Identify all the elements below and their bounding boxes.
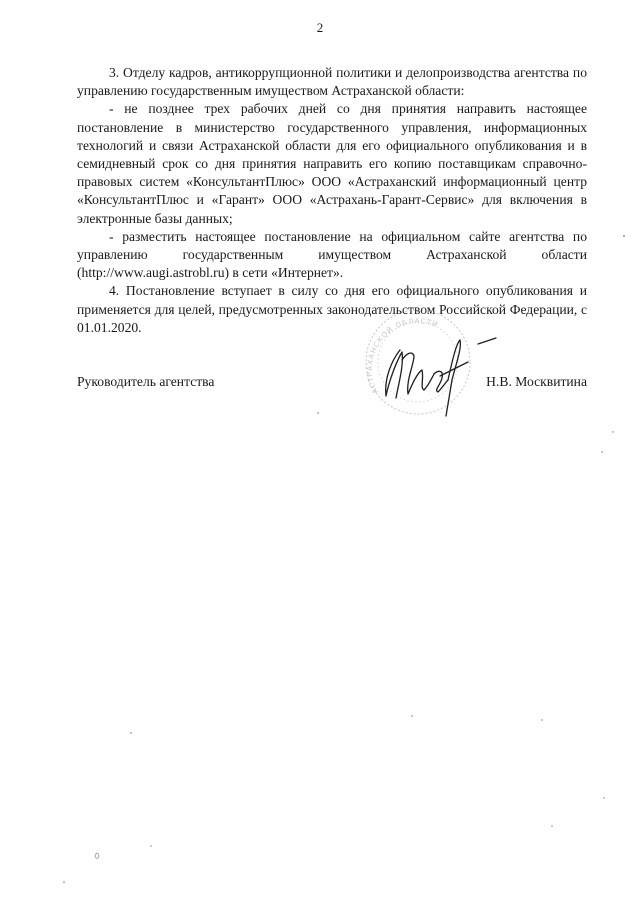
round-seal-icon <box>366 310 470 414</box>
signatory-title: Руководитель агентства <box>77 374 215 389</box>
signature-icon <box>386 338 496 416</box>
paragraph-item-4: 4. Постановление вступает в силу со дня его официального опубликования и применяется для целей, предусмотренных законодательством Российской Федерации, с 01.01.2020. <box>77 283 587 335</box>
seal-and-signature <box>338 300 498 420</box>
paragraph-subitem-publish: - разместить настоящее постановление на официальном сайте агентства по управлению государственным имуществом Астраханской области (http://www.augi.astrobl.ru) в сети «Интернет». <box>77 228 587 281</box>
paragraph-item-3: 3. Отделу кадров, антикоррупционной политики и делопроизводства агентства по управлению государственным имуществом Астраханской области: <box>77 65 587 99</box>
page-number: 2 <box>316 20 324 35</box>
seal-text: АСТРАХАНСКОЙ ОБЛАСТИ <box>365 317 440 395</box>
document-body <box>77 64 587 337</box>
paragraph-subitem-send: - не позднее трех рабочих дней со дня принятия направить настоящее постановление в министерство государственного управления, информационных технологий и связи Астраханской области для его официального опубликования и в семидневный срок со дня принятия направить его копию поставщикам справочно-правовых систем «КонсультантПлюс» ООО «Астраханский информационный центр «КонсультантПлюс и «Гарант» ООО «Астрахань-Гарант-Сервис» для включения в электронные базы данных; <box>77 101 587 226</box>
signatory-name: Н.В. Москвитина <box>486 374 587 389</box>
